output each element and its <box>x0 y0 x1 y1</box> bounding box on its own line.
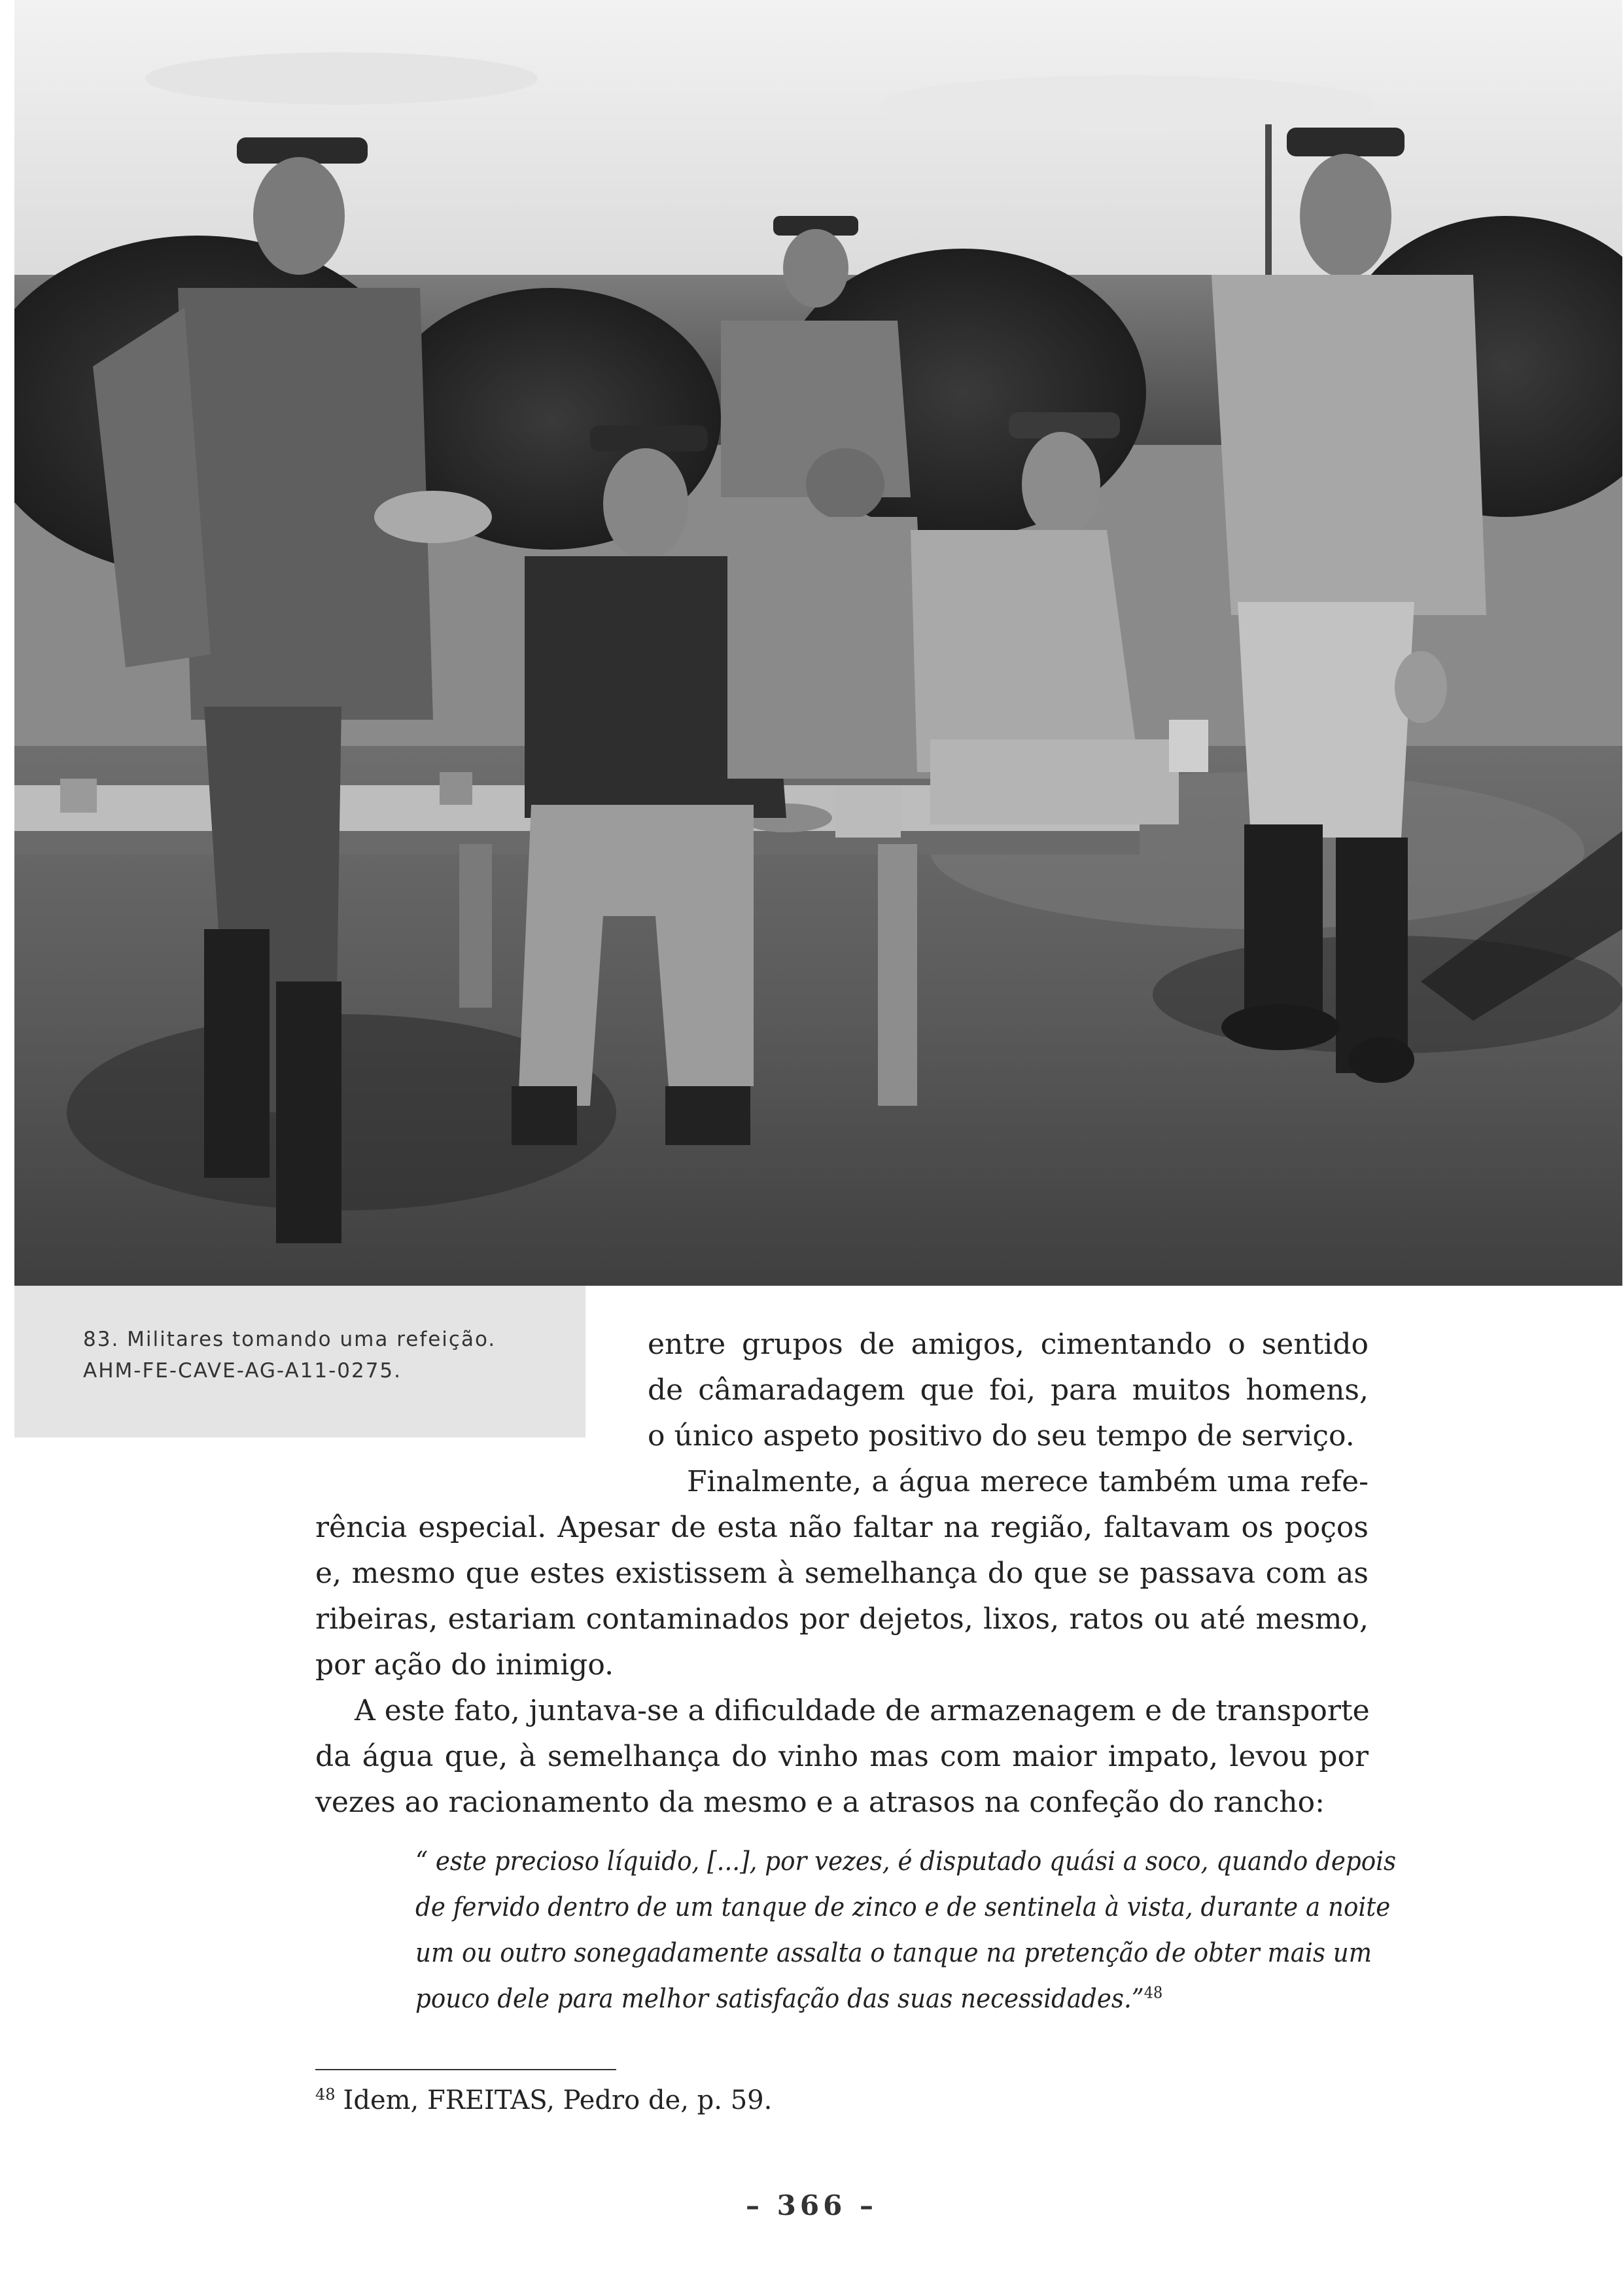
body-line: Finalmente, a água merece também uma refe- <box>687 1465 1369 1498</box>
quote-line: “ este precioso líquido, [...], por vezes, é disputado quási a soco, quando depois <box>415 1846 1397 1877</box>
footnote-reference[interactable]: 48 <box>1143 1983 1163 2002</box>
body-line: por ação do inimigo. <box>315 1648 614 1682</box>
photograph-soldiers-meal <box>14 0 1622 1286</box>
body-line: de câmaradagem que foi, para muitos homens, <box>648 1373 1369 1407</box>
quote-text: pouco dele para melhor satisfação das suas necessidades.” <box>415 1984 1144 2014</box>
body-line: da água que, à semelhança do vinho mas com maior impato, levou por <box>315 1740 1369 1773</box>
body-line: ribeiras, estariam contaminados por dejetos, lixos, ratos ou até mesmo, <box>315 1602 1369 1636</box>
caption-title: 83. Militares tomando uma refeição. <box>83 1328 497 1351</box>
quote-line: um ou outro sonegadamente assalta o tanque na pretenção de obter mais um <box>415 1938 1372 1968</box>
body-line: entre grupos de amigos, cimentando o sentido <box>648 1328 1369 1361</box>
figure-caption <box>83 1324 567 1386</box>
quote-line: de fervido dentro de um tanque de zinco e de sentinela à vista, durante a noite <box>415 1892 1391 1922</box>
page-number: – 366 – <box>746 2189 877 2221</box>
body-line: rência especial. Apesar de esta não faltar na região, faltavam os poços <box>315 1511 1369 1544</box>
body-line: A este fato, juntava-se a dificuldade de armazenagem e de transporte <box>355 1694 1370 1727</box>
body-line: vezes ao racionamento da mesmo e a atrasos na confeção do rancho: <box>315 1786 1325 1819</box>
figure-caption-box <box>14 1286 585 1438</box>
footnote-number: 48 <box>315 2085 336 2104</box>
quote-line-last <box>415 1976 1369 2022</box>
caption-archive-reference: AHM-FE-CAVE-AG-A11-0275. <box>83 1359 402 1383</box>
body-line: e, mesmo que estes existissem à semelhança do que se passava com as <box>315 1557 1369 1590</box>
footnote <box>315 2081 772 2120</box>
body-line: o único aspeto positivo do seu tempo de serviço. <box>648 1419 1355 1453</box>
footnote-divider <box>315 2069 616 2070</box>
footnote-text: Idem, FREITAS, Pedro de, p. 59. <box>343 2085 773 2115</box>
